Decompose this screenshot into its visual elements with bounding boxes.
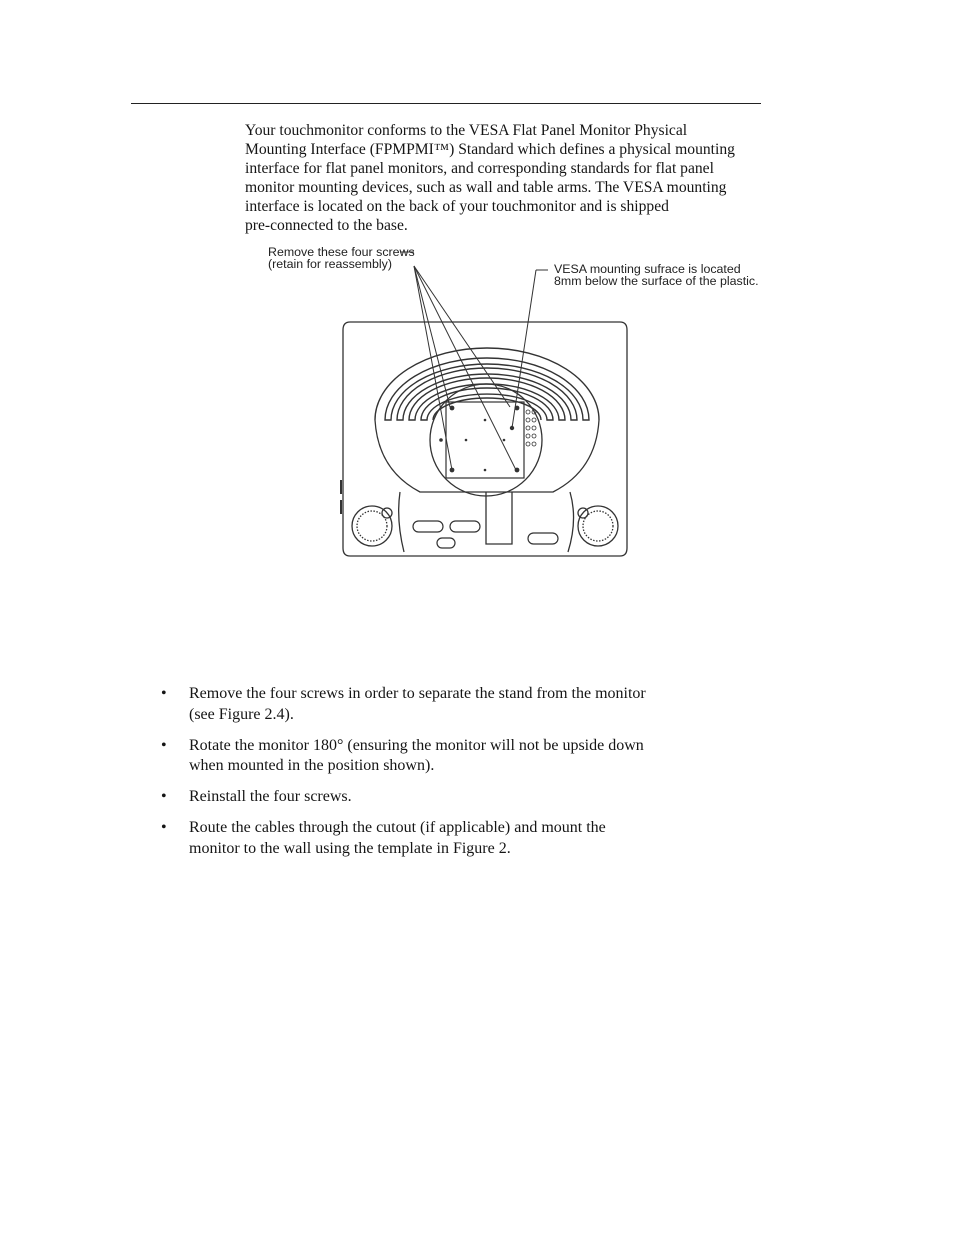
speaker-right (578, 506, 618, 546)
list-item-line: Route the cables through the cutout (if applicable) and mount the (189, 819, 606, 836)
bullet-glyph: • (161, 819, 167, 836)
bullet-glyph: • (161, 788, 167, 805)
instruction-list (160, 684, 800, 870)
callout-line: (retain for reassembly) (268, 257, 392, 272)
list-item (160, 818, 800, 859)
list-item-line: Remove the four screws in order to separate the stand from the monitor (189, 685, 646, 702)
intro-line: monitor mounting devices, such as wall and table arms. The VESA mounting (245, 178, 727, 196)
bullet-glyph: • (161, 736, 167, 754)
intro-line: Mounting Interface (FPMPMI™) Standard which defines a physical mounting (245, 140, 735, 158)
list-item-line: (see Figure 2.4). (189, 705, 294, 723)
dome-body (375, 420, 599, 492)
callout-line: VESA mounting sufrace is located (554, 262, 741, 276)
intro-line: interface is located on the back of your touchmonitor and is shipped (245, 197, 669, 215)
side-vent-holes (526, 410, 536, 446)
list-item-line: monitor to the wall using the template in Figure 2. (189, 839, 511, 857)
speaker-left (352, 506, 392, 546)
intro-line: pre-connected to the base. (245, 216, 408, 234)
list-item-line: Reinstall the four screws. (189, 788, 352, 805)
bullet-glyph: • (161, 685, 167, 702)
callout-line: Remove these four screws (268, 245, 415, 259)
screw-holes (439, 406, 519, 473)
list-item-line: when mounted in the position shown). (189, 757, 435, 774)
vesa-plate (446, 402, 524, 478)
list-item (160, 736, 800, 777)
stand-neck (486, 492, 512, 544)
intro-line: interface for flat panel monitors, and corresponding standards for flat panel (245, 159, 714, 177)
list-item (160, 684, 800, 725)
monitor-back-diagram (0, 0, 954, 600)
callout-line: 8mm below the surface of the plastic. (554, 274, 759, 289)
list-item-line: Rotate the monitor 180° (ensuring the monitor will not be upside down (189, 736, 644, 754)
intro-line: Your touchmonitor conforms to the VESA Flat Panel Monitor Physical (245, 122, 688, 139)
list-item (160, 787, 800, 808)
